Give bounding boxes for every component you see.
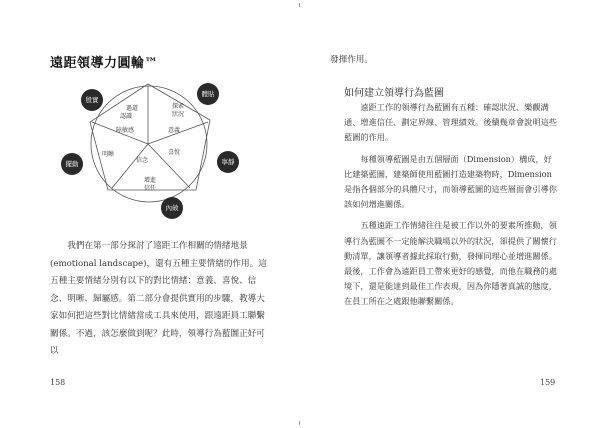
badge-top-left-label: 殷實 (85, 96, 99, 104)
right-paragraph-1: 遠距工作的領導行為藍圖有五種：確認狀況、樂觀溝通、增進信任、劃定界線、管理績效。後續幾章會說明這些藍圖的作用。 (344, 102, 557, 143)
badge-right-label: 寧靜 (221, 158, 235, 166)
page-number-right: 159 (540, 378, 556, 387)
seg-right-inner: 意義 (168, 127, 181, 134)
left-paragraph: 我們在第一部分探討了遠距工作相關的情緒地景(emotional landscape)，還有五種主要情緒的作用。這五種主要情緒分別有以下的對比情緒：意義、喜悅、信念、明晰、歸屬感。第二部分會提供實用的步驟，教導大家如何把這些對比情緒當成工具來使用，跟遠距員工聯繫關係。不過，該怎麼做到呢？此時，領導行為藍圖正好可以 (50, 241, 267, 356)
seg-bottom-bottom: 信任 (144, 185, 157, 192)
right-top-line: 發揮作用。 (330, 55, 373, 65)
right-body (344, 100, 560, 316)
right-paragraph-2: 每種領導藍圖是由五個層面（Dimension）構成，好比建築藍圖，建築師使用藍圖打造建築物時，Dimension是指各個部分的具體尺寸，而領導藍圖的這些層面會引導你該如何增進關係。 (344, 153, 557, 210)
seg-top-left-1: 過道 (126, 105, 139, 112)
badge-top-right-label: 體貼 (201, 90, 215, 98)
left-body (50, 238, 270, 361)
pentagon-outline (90, 84, 210, 190)
seg-center-left: 信念 (136, 157, 149, 164)
seg-top-left-2: 認識 (120, 113, 133, 120)
badge-bottom-label: 內斂 (165, 204, 179, 212)
spoke-bl (112, 144, 148, 188)
right-paragraph-3: 五種遠距工作情緒往往是被工作以外的要素所推動，領導行為藍圖不一定能解決職場以外的狀況，卻提供了關懷行動清單，讓領導者據此採取行動，發揮同理心並增進關係。最後，工作會為遠距員工帶來更好的感覺，而他在職務的處境下，還是能達到最佳工作表現，因為你隱著真誠的態度，在員工所在之處跟他聯繫關係。 (344, 220, 557, 307)
page-number-left: 158 (50, 378, 66, 387)
seg-left-inner: 明晰 (102, 151, 115, 158)
seg-bottom-top: 增進 (144, 177, 157, 184)
badge-left-label: 擺動 (65, 160, 79, 168)
section-heading: 如何建立領導行為藍圖 (344, 88, 444, 99)
seg-top-right-2: 狀況 (172, 111, 185, 118)
diagram-title: 遠距領導力圓輪™ (50, 56, 159, 71)
seg-top-left-3: 障敏感 (116, 127, 135, 134)
seg-top-right-1: 探索 (172, 103, 185, 110)
right-page (300, 0, 600, 428)
seg-center-right: 喜悅 (168, 149, 181, 156)
leadership-wheel-diagram (60, 72, 260, 232)
